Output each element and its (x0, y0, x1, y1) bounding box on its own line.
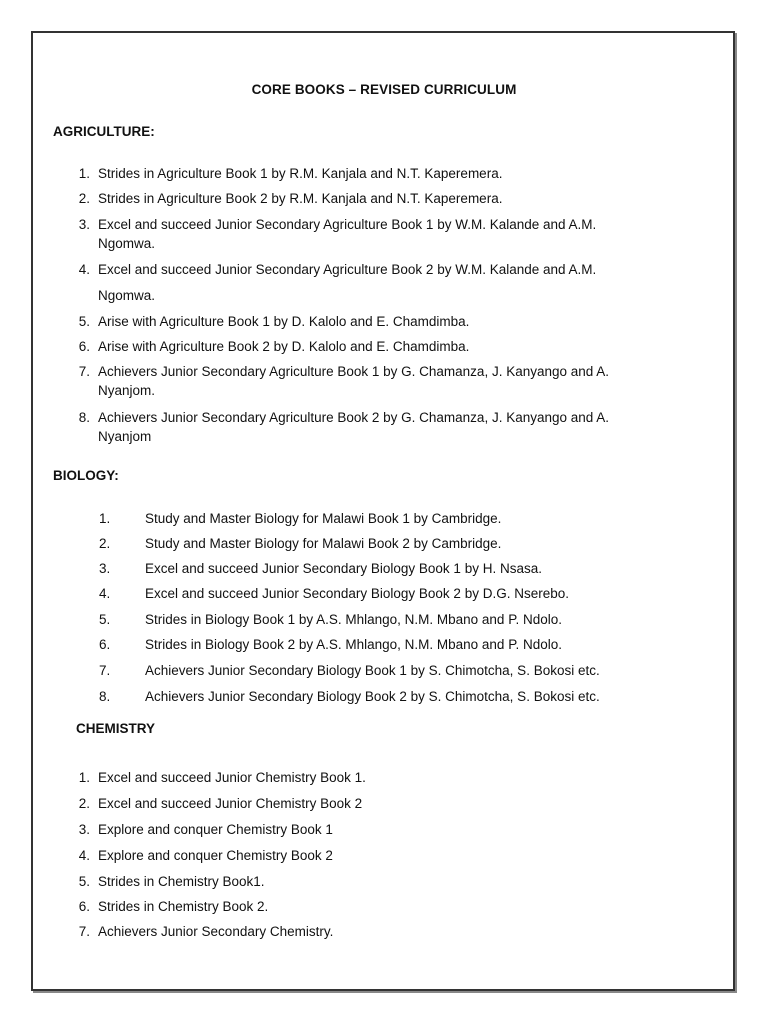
item-text: Excel and succeed Junior Chemistry Book 2 (98, 796, 363, 811)
item-text: Study and Master Biology for Malawi Book 2 by Cambridge. (145, 536, 502, 551)
item-number: 8. (99, 689, 111, 704)
item-text: Achievers Junior Secondary Biology Book 2 by S. Chimotcha, S. Bokosi etc. (145, 689, 600, 704)
item-text: Excel and succeed Junior Secondary Agriculture Book 2 by W.M. Kalande and A.M. (98, 262, 597, 277)
item-number: 6. (78, 339, 90, 354)
item-text: Strides in Agriculture Book 1 by R.M. Kanjala and N.T. Kaperemera. (98, 166, 503, 181)
item-number: 4. (78, 262, 90, 277)
item-number: 4. (99, 586, 111, 601)
item-number: 5. (78, 874, 90, 889)
item-text-continued: Nyanjom (98, 429, 152, 444)
item-number: 3. (78, 217, 90, 232)
document-title: CORE BOOKS – REVISED CURRICULUM (251, 82, 517, 97)
item-text: Excel and succeed Junior Secondary Agriculture Book 1 by W.M. Kalande and A.M. (98, 217, 597, 232)
item-number: 2. (99, 536, 111, 551)
item-number: 4. (78, 848, 90, 863)
item-text: Strides in Biology Book 2 by A.S. Mhlango, N.M. Mbano and P. Ndolo. (145, 637, 562, 652)
item-text: Excel and succeed Junior Chemistry Book 1. (98, 770, 366, 785)
item-number: 6. (78, 899, 90, 914)
item-number: 1. (99, 511, 111, 526)
item-number: 1. (78, 770, 90, 785)
item-text: Explore and conquer Chemistry Book 2 (98, 848, 333, 863)
item-text: Achievers Junior Secondary Biology Book 1 by S. Chimotcha, S. Bokosi etc. (145, 663, 600, 678)
item-text: Achievers Junior Secondary Agriculture Book 1 by G. Chamanza, J. Kanyango and A. (98, 364, 610, 379)
item-text: Arise with Agriculture Book 2 by D. Kalolo and E. Chamdimba. (98, 339, 470, 354)
item-text: Achievers Junior Secondary Agriculture Book 2 by G. Chamanza, J. Kanyango and A. (98, 410, 610, 425)
item-number: 1. (78, 166, 90, 181)
item-text-continued: Ngomwa. (98, 288, 156, 303)
item-number: 2. (78, 796, 90, 811)
item-text: Excel and succeed Junior Secondary Biology Book 1 by H. Nsasa. (145, 561, 542, 576)
item-text-continued: Nyanjom. (98, 383, 156, 398)
item-text: Achievers Junior Secondary Chemistry. (98, 924, 334, 939)
item-text: Strides in Chemistry Book 2. (98, 899, 269, 914)
item-number: 7. (78, 364, 90, 379)
item-number: 3. (78, 822, 90, 837)
chemistry-heading: CHEMISTRY (76, 721, 156, 736)
item-number: 8. (78, 410, 90, 425)
item-number: 7. (78, 924, 90, 939)
item-number: 2. (78, 191, 90, 206)
item-number: 7. (99, 663, 111, 678)
item-text: Excel and succeed Junior Secondary Biology Book 2 by D.G. Nserebo. (145, 586, 569, 601)
item-text: Study and Master Biology for Malawi Book 1 by Cambridge. (145, 511, 502, 526)
item-text: Arise with Agriculture Book 1 by D. Kalolo and E. Chamdimba. (98, 314, 470, 329)
item-number: 5. (99, 612, 111, 627)
item-text: Strides in Chemistry Book1. (98, 874, 265, 889)
agriculture-heading: AGRICULTURE: (53, 124, 155, 139)
item-text: Explore and conquer Chemistry Book 1 (98, 822, 333, 837)
item-number: 3. (99, 561, 111, 576)
item-text: Strides in Agriculture Book 2 by R.M. Kanjala and N.T. Kaperemera. (98, 191, 503, 206)
item-text: Strides in Biology Book 1 by A.S. Mhlango, N.M. Mbano and P. Ndolo. (145, 612, 562, 627)
item-text-continued: Ngomwa. (98, 236, 156, 251)
biology-heading: BIOLOGY: (53, 468, 119, 483)
item-number: 5. (78, 314, 90, 329)
item-number: 6. (99, 637, 111, 652)
